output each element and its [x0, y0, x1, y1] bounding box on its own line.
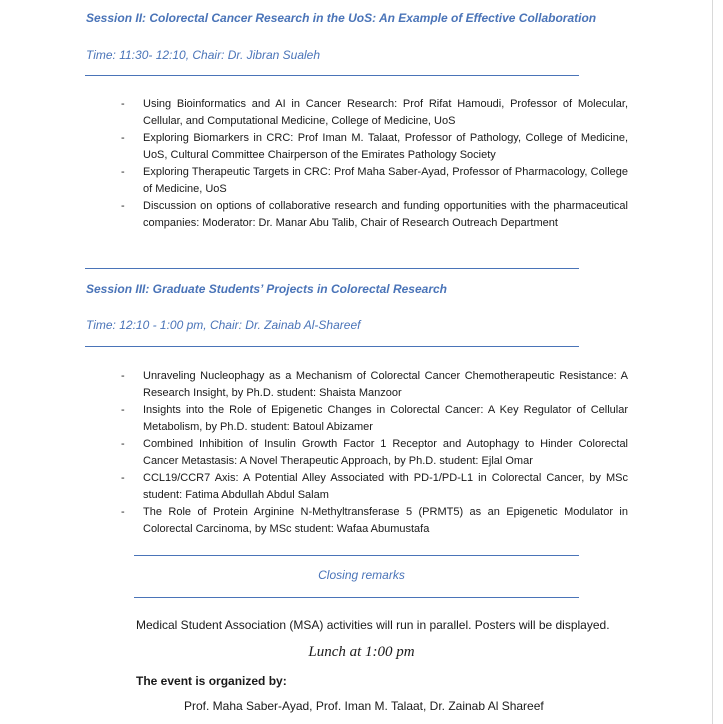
- list-item: - Unraveling Nucleophagy as a Mechanism of Colorectal Cancer Chemotherapeutic Resistance: A Research Insight, by Ph.D. student: Shaista Manzoor: [121, 370, 628, 399]
- divider-line: [85, 268, 579, 269]
- list-item-text: Exploring Biomarkers in CRC: Prof Iman M. Talaat, Professor of Pathology, College of Medicine, UoS, Cultural Committee Chairperson of the Emirates Pathology Society: [143, 132, 628, 161]
- session-2-title: Session II: Colorectal Cancer Research in the UoS: An Example of Effective Collaboration: [86, 11, 597, 25]
- session-3-list: [119, 368, 628, 538]
- organizers-heading: The event is organized by:: [136, 674, 287, 688]
- list-item: - CCL19/CCR7 Axis: A Potential Alley Associated with PD-1/PD-L1 in Colorectal Cancer, by MSc student: Fatima Abdullah Abdul Salam: [121, 472, 628, 501]
- session-3-time-chair: Time: 12:10 - 1:00 pm, Chair: Dr. Zainab Al-Shareef: [86, 318, 361, 332]
- list-item-text: Insights into the Role of Epigenetic Changes in Colorectal Cancer: A Key Regulator of Cellular Metabolism, by Ph.D. student: Batoul Abizamer: [143, 404, 628, 433]
- list-item-text: Unraveling Nucleophagy as a Mechanism of Colorectal Cancer Chemotherapeutic Resistance: A Research Insight, by Ph.D. student: Shaista Manzoor: [143, 370, 628, 399]
- list-item-text: Exploring Therapeutic Targets in CRC: Prof Maha Saber-Ayad, Professor of Pharmacology, College of Medicine, UoS: [143, 166, 628, 195]
- msa-note: Medical Student Association (MSA) activities will run in parallel. Posters will be displayed.: [136, 618, 610, 632]
- list-item: - The Role of Protein Arginine N-Methyltransferase 5 (PRMT5) as an Epigenetic Modulator in Colorectal Carcinoma, by MSc student: Wafaa Abumustafa: [121, 506, 628, 535]
- divider-line: [134, 555, 579, 556]
- list-item: - Exploring Therapeutic Targets in CRC: Prof Maha Saber-Ayad, Professor of Pharmacology, College of Medicine, UoS: [121, 166, 628, 195]
- list-item: - Insights into the Role of Epigenetic Changes in Colorectal Cancer: A Key Regulator of Cellular Metabolism, by Ph.D. student: Batoul Abizamer: [121, 404, 628, 433]
- page-edge: [712, 0, 713, 724]
- session-2-time-chair: Time: 11:30- 12:10, Chair: Dr. Jibran Sualeh: [86, 48, 321, 62]
- list-item: - Using Bioinformatics and AI in Cancer Research: Prof Rifat Hamoudi, Professor of Molecular, Cellular, and Computational Medicine, College of Medicine, UoS: [121, 98, 628, 127]
- divider-line: [134, 597, 579, 598]
- organizers-names: Prof. Maha Saber-Ayad, Prof. Iman M. Talaat, Dr. Zainab Al Shareef: [184, 699, 544, 713]
- lunch-time: Lunch at 1:00 pm: [308, 644, 415, 660]
- list-item-text: Discussion on options of collaborative research and funding opportunities with the pharmaceutical companies: Moderator: Dr. Manar Abu Talib, Chair of Research Outreach Department: [143, 200, 628, 229]
- list-item-text: Using Bioinformatics and AI in Cancer Research: Prof Rifat Hamoudi, Professor of Molecular, Cellular, and Computational Medicine, College of Medicine, UoS: [143, 98, 628, 127]
- list-item-text: Combined Inhibition of Insulin Growth Factor 1 Receptor and Autophagy to Hinder Colorectal Cancer Metastasis: A Novel Therapeutic Approach, by Ph.D. student: Ejlal Omar: [143, 438, 628, 467]
- divider-line: [85, 346, 579, 347]
- closing-remarks: Closing remarks: [318, 568, 405, 582]
- list-item-text: CCL19/CCR7 Axis: A Potential Alley Associated with PD-1/PD-L1 in Colorectal Cancer, by MSc student: Fatima Abdullah Abdul Salam: [143, 472, 628, 501]
- session-3-title: Session III: Graduate Students’ Projects in Colorectal Research: [86, 282, 447, 296]
- list-item: - Discussion on options of collaborative research and funding opportunities with the pharmaceutical companies: Moderator: Dr. Manar Abu Talib, Chair of Research Outreach Department: [121, 200, 628, 229]
- list-item: - Exploring Biomarkers in CRC: Prof Iman M. Talaat, Professor of Pathology, College of Medicine, UoS, Cultural Committee Chairperson of the Emirates Pathology Society: [121, 132, 628, 161]
- session-2-list: [119, 96, 628, 232]
- divider-line: [85, 75, 579, 76]
- list-item-text: The Role of Protein Arginine N-Methyltransferase 5 (PRMT5) as an Epigenetic Modulator in Colorectal Carcinoma, by MSc student: Wafaa Abumustafa: [143, 506, 628, 535]
- list-item: - Combined Inhibition of Insulin Growth Factor 1 Receptor and Autophagy to Hinder Colorectal Cancer Metastasis: A Novel Therapeutic Approach, by Ph.D. student: Ejlal Omar: [121, 438, 628, 467]
